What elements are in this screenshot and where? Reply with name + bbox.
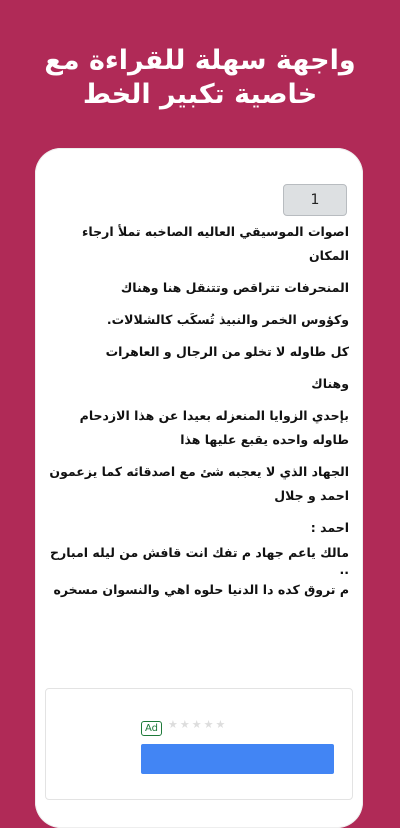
headline-line-1: واجهة سهلة للقراءة مع: [44, 45, 356, 76]
story-paragraph: اصوات الموسيقي العاليه الصاخبه تملأ ارجاء المكان: [82, 224, 349, 263]
story-paragraph: ..: [339, 562, 349, 577]
story-paragraph: المنحرفات تتراقص وتتنقل هنا وهناك: [120, 280, 349, 295]
ad-banner[interactable]: [45, 688, 353, 800]
rating-stars: ★★★★★: [168, 718, 228, 731]
story-paragraph: مالك ياعم جهاد م تفك انت قافش من ليله امبارح: [50, 545, 349, 560]
story-paragraph: وهناك: [311, 376, 349, 391]
story-paragraph: [49, 652, 349, 674]
ad-action-button[interactable]: [141, 744, 334, 774]
story-paragraph: [49, 610, 349, 632]
story-paragraph: كل طاوله لا تخلو من الرجال و العاهرات: [105, 344, 349, 359]
story-paragraph: احمد :: [310, 520, 349, 535]
story-paragraph: وكؤوس الخمر والنبيذ تُسكَب كالشلالات.: [106, 312, 349, 327]
story-paragraph: بإحدي الزوايا المنعزله بعيدا عن هذا الازدحام طاوله واحده يقبع عليها هذا: [79, 408, 349, 447]
page-number-box[interactable]: [283, 184, 347, 216]
story-paragraph: م تروق كده دا الدنيا حلوه اهي والنسوان مسخره: [53, 582, 349, 597]
page-number: 1: [310, 192, 320, 208]
promo-headline: [0, 44, 400, 112]
headline-line-2: خاصية تكبير الخط: [82, 79, 318, 110]
ad-badge: Ad: [141, 721, 162, 736]
phone-screen: [35, 148, 363, 828]
story-paragraph: الجهاد الذي لا يعجبه شئ مع اصدقائه كما يزعمون احمد و جلال: [49, 464, 349, 503]
